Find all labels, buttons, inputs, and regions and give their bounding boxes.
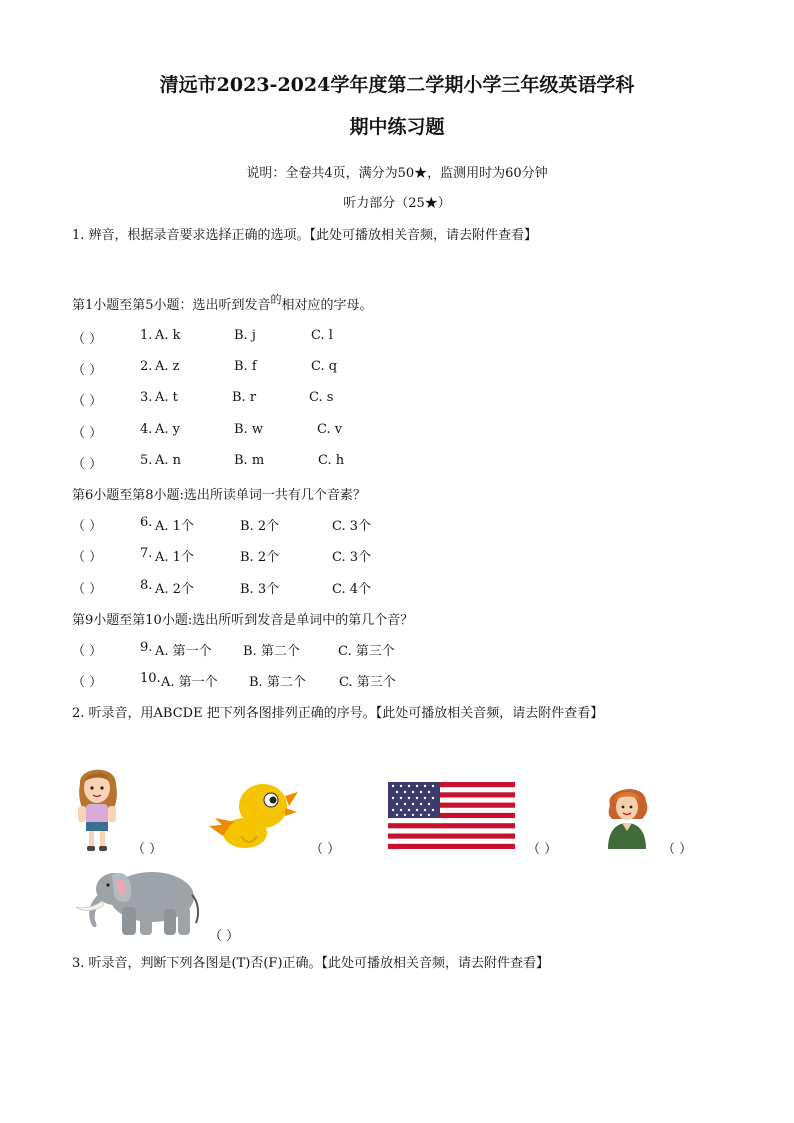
option-c: C. 3个	[332, 519, 372, 534]
option-b: B. m	[234, 453, 265, 468]
question-blank[interactable]: （ ）	[72, 675, 103, 690]
group1-text: 第1小题至第5小题：选出听到发音	[72, 298, 271, 313]
question-blank[interactable]: （ ）	[72, 644, 103, 659]
group3-instruction: 第9小题至第10小题:选出所听到发音是单词中的第几个音？	[72, 613, 414, 628]
question-number: 10.	[140, 671, 161, 686]
option-a: A. 第一个	[161, 675, 218, 690]
option-c: C. 第三个	[338, 644, 395, 659]
option-a: A. 1个	[155, 550, 194, 565]
group1-text-end: 相对应的字母。	[281, 298, 373, 313]
option-b: B. 3个	[240, 582, 280, 597]
group1-sup: 的	[270, 293, 282, 306]
question-number: 8.	[140, 578, 153, 593]
page-title: 清远市2023-2024学年度第二学期小学三年级英语学科	[159, 74, 635, 96]
bird-picture	[205, 778, 300, 853]
option-c: C. 3个	[332, 550, 372, 565]
answer-blank[interactable]: （ ）	[310, 842, 341, 857]
question-blank[interactable]: （ ）	[72, 519, 103, 534]
answer-blank[interactable]: （ ）	[209, 929, 240, 944]
question-number: 3.	[140, 390, 153, 405]
question-number: 2.	[140, 359, 153, 374]
option-a: A. k	[155, 328, 181, 343]
option-b: B. 第二个	[243, 644, 300, 659]
option-b: B. 2个	[240, 550, 280, 565]
question-blank[interactable]: （ ）	[72, 550, 103, 565]
option-c: C. q	[311, 359, 338, 374]
option-b: B. f	[234, 359, 257, 374]
option-c: C. l	[311, 328, 333, 343]
option-a: A. z	[155, 359, 180, 374]
question-number: 1.	[140, 328, 153, 343]
us-flag-picture	[388, 782, 515, 849]
option-a: A. y	[155, 422, 180, 437]
listening-heading: 听力部分（25★）	[343, 196, 451, 211]
question-blank[interactable]: （ ）	[72, 363, 103, 378]
group2-instruction: 第6小题至第8小题:选出所读单词一共有几个音素？	[72, 488, 366, 503]
answer-blank[interactable]: （ ）	[527, 842, 558, 857]
section2-title: 2. 听录音，用ABCDE 把下列各图排列正确的序号。【此处可播放相关音频，请去附件查看】	[72, 706, 604, 721]
option-c: C. 4个	[332, 582, 372, 597]
question-blank[interactable]: （ ）	[72, 332, 103, 347]
question-number: 7.	[140, 546, 153, 561]
option-a: A. t	[155, 390, 178, 405]
section1-title: 1. 辨音，根据录音要求选择正确的选项。【此处可播放相关音频，请去附件查看】	[72, 228, 538, 243]
option-a: A. 第一个	[155, 644, 212, 659]
question-number: 6.	[140, 515, 153, 530]
page-subtitle: 期中练习题	[349, 116, 445, 138]
option-b: B. j	[234, 328, 256, 343]
option-a: A. 2个	[155, 582, 194, 597]
option-a: A. n	[155, 453, 182, 468]
section3-title: 3. 听录音，判断下列各图是(T)否(F)正确。【此处可播放相关音频，请去附件查看】	[72, 956, 550, 971]
question-blank[interactable]: （ ）	[72, 582, 103, 597]
exam-note: 说明：全卷共4页，满分为50★，监测用时为60分钟	[246, 166, 548, 181]
option-a: A. 1个	[155, 519, 194, 534]
group1-instruction	[72, 294, 373, 313]
option-b: B. 2个	[240, 519, 280, 534]
question-blank[interactable]: （ ）	[72, 426, 103, 441]
elephant-picture	[72, 865, 202, 940]
option-b: B. w	[234, 422, 263, 437]
answer-blank[interactable]: （ ）	[132, 842, 163, 857]
option-c: C. h	[318, 453, 345, 468]
option-b: B. 第二个	[249, 675, 306, 690]
option-b: B. r	[232, 390, 257, 405]
question-number: 4.	[140, 422, 153, 437]
question-number: 5.	[140, 453, 153, 468]
answer-blank[interactable]: （ ）	[662, 842, 693, 857]
woman-picture	[604, 783, 650, 849]
question-blank[interactable]: （ ）	[72, 457, 103, 472]
question-blank[interactable]: （ ）	[72, 394, 103, 409]
option-c: C. 第三个	[339, 675, 396, 690]
option-c: C. v	[317, 422, 343, 437]
question-number: 9.	[140, 640, 153, 655]
girl-picture	[72, 762, 122, 852]
option-c: C. s	[309, 390, 334, 405]
